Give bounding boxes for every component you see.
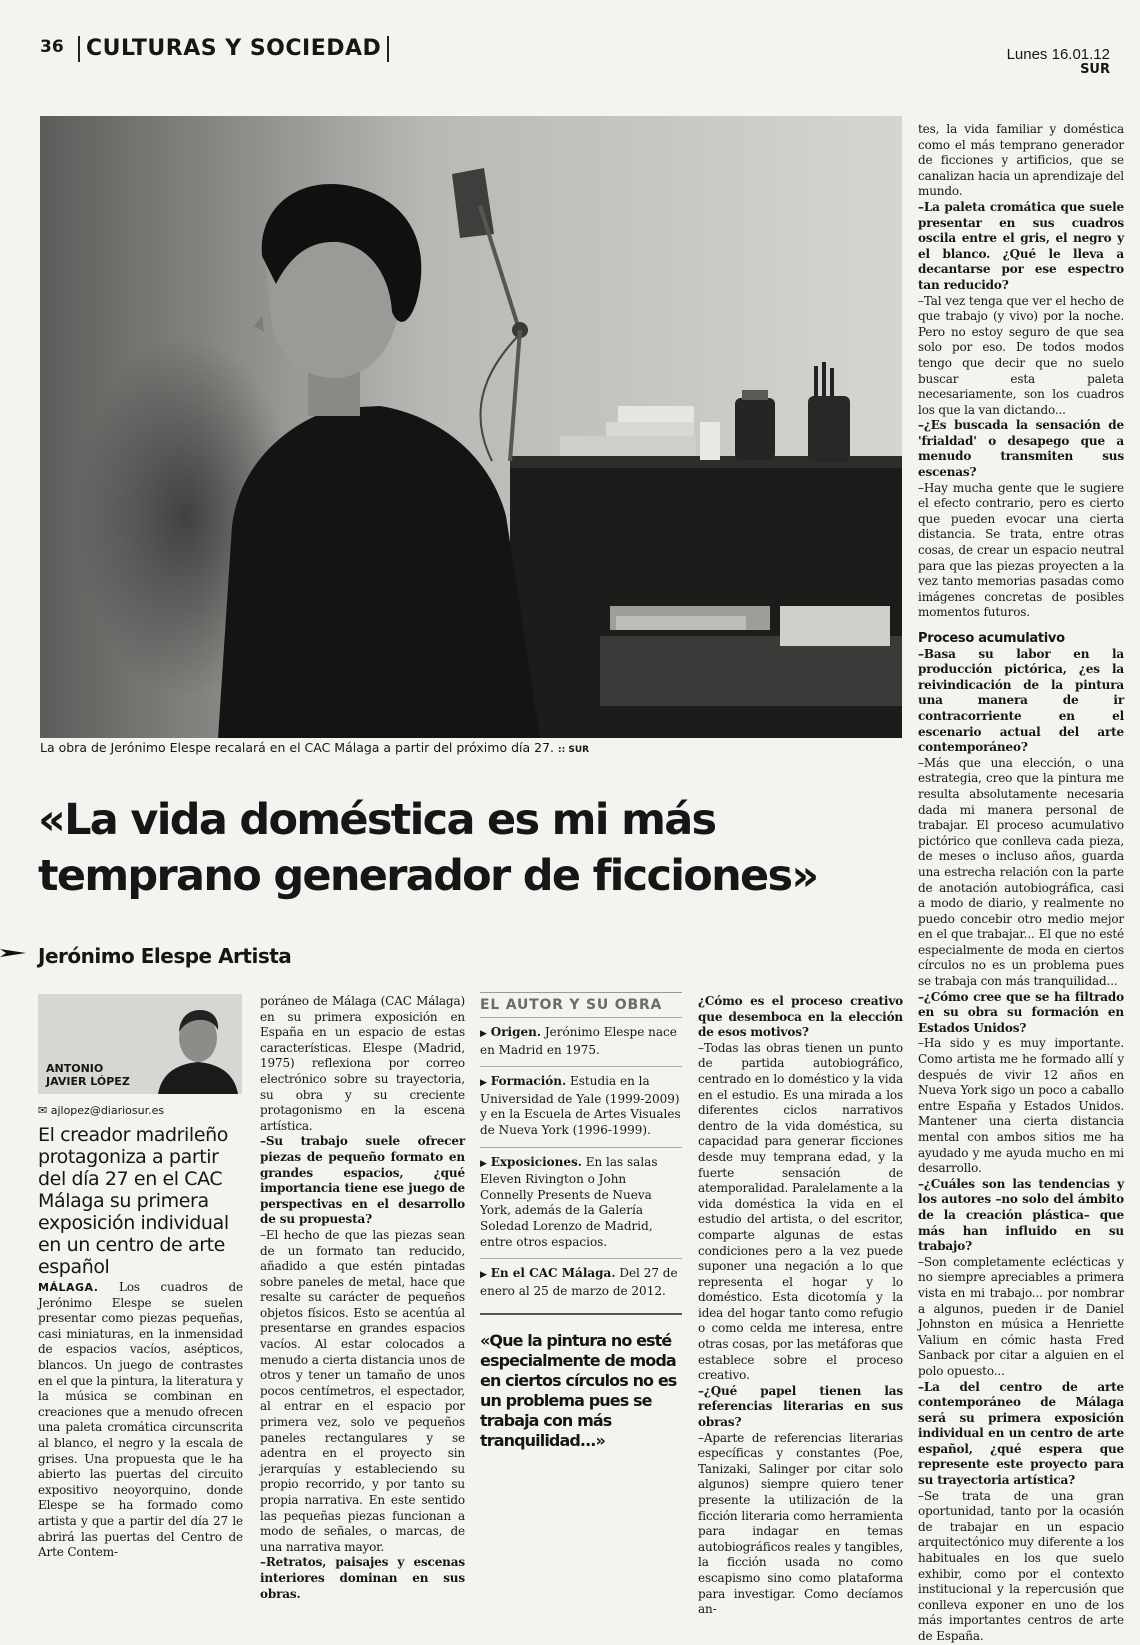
fact-item [480, 1017, 682, 1066]
lead-text: Los cuadros de Jerónimo Elespe se suelen presentar como piezas pequeñas, casi miniaturas, en la inmensidad de espacios vacíos, asépticos, blancos. Un juego de contrastes en el que la pintura, la literatura y la música se combinan en creaciones que a menudo ofrecen una paleta cromática circunscrita al blanco, el negro y la escala de grises. Una propuesta que le ha abierto las puertas del circuito expositivo neoyorquino, donde Elespe se ha formado como artista y que a partir del día 27 le abrirá las puertas del Centro de Arte Contem- [38, 1280, 243, 1560]
answer: –Ha sido y es muy importante. Como artista me he formado allí y después de vivir 12 años en Nueva York sigo un poco a caballo entre España y Estados Unidos. Mantener una cierta distancia mental con ambos sitios me ha ayudado y me ayuda mucho en mi desarrollo. [918, 1036, 1124, 1176]
question: –La paleta cromática que suele presentar en sus cuadros oscila entre el gris, el negro y el blanco. ¿Qué le lleva a decantarse por ese espectro tan reducido? [918, 199, 1124, 292]
fact-box-title: EL AUTOR Y SU OBRA [480, 992, 682, 1017]
arrow-icon: ▶ [480, 1029, 487, 1039]
arrow-icon: ▶ [480, 1078, 487, 1089]
fact-item [480, 1147, 682, 1259]
interviewee-name: Jerónimo Elespe Artista [38, 944, 292, 968]
fact-text: En las salas Eleven Rivington o John Connelly Presents de Nueva York, además de la Galería Soledad Lorenzo de Madrid, entre otros espacios. [480, 1154, 658, 1249]
body-column-1 [38, 1280, 243, 1561]
dateline: MÁLAGA. [38, 1281, 99, 1294]
fact-text: Jerónimo Elespe nace en Madrid en 1975. [480, 1025, 677, 1057]
headline-line-1: «La vida doméstica es mi más [38, 795, 716, 845]
question: –¿Cuáles son las tendencias y los autores –no solo del ámbito de la creación plástica– que más han influido en su trabajo? [918, 1176, 1124, 1254]
answer: tes, la vida familiar y doméstica como el más temprano generador de ficciones y artificios, que se canalizan hacia un aprendizaje del mundo. [918, 122, 1124, 199]
article-dek: El creador madrileño protagoniza a partir del día 27 en el CAC Málaga su primera exposición individual en un centro de arte español [38, 1124, 229, 1278]
answer: –El hecho de que las piezas sean de un formato tan reducido, añadido a que estén pintadas sobre paneles de metal, hace que resalte su carácter de pequeños objetos físicos. Esto se acentúa al presentarse en grandes espacios vacíos. Al estar colocados a menudo a cierta distancia unos de otros y tener un tamaño de unos pocos centímetros, el espectador, al entrar en el espacio por primera vez, solo ve pequeños paneles rectangulares y se adentra en el proyecto sin jerarquías y estableciendo su propio recorrido, y por tanto su propia narrativa. En este sentido las pequeñas piezas funcionan a modo de señales, o marcas, de una narrativa mayor. [260, 1227, 465, 1554]
author-email[interactable]: ✉ ajlopez@diariosur.es [38, 1104, 165, 1117]
body-column-2 [260, 994, 465, 1602]
arrow-icon: ▶ [480, 1158, 487, 1169]
body-column-4 [698, 994, 903, 1618]
masthead-logo: SUR [1080, 62, 1110, 77]
author-last-name: JAVIER LÓPEZ [46, 1075, 130, 1088]
section-title: CULTURAS Y SOCIEDAD [78, 36, 389, 62]
author-name [46, 1062, 130, 1088]
pull-quote: «Que la pintura no esté especialmente de moda en ciertos círculos no es un problema pues se trabaja con más tranquilidad...» [480, 1313, 682, 1451]
photo-caption [40, 740, 902, 755]
answer: –Todas las obras tienen un punto de partida autobiográfico, centrado en lo doméstico y la vida en el estudio. Es una mirada a los diferentes ciclos narrativos dentro de la vida doméstica, su capacidad para generar ficciones desde muy temprana edad, y la fuerte sensación de atemporalidad. Paralelamente a la vida doméstica la vida en el estudio del artista, o del escritor, comparte algunas de estas condiciones pero a la vez puede suponer una negación a lo que representa el hogar y lo doméstico. Esta dicotomía y la idea del hogar tanto como refugio o como celda me interesa, entre otras cosas, por las metáforas que establece sobre el proceso creativo. [698, 1040, 903, 1383]
body-column-5 [918, 122, 1124, 1645]
question: –¿Qué papel tienen las referencias literarias en sus obras? [698, 1383, 903, 1430]
article-photo [40, 116, 902, 738]
caption-text: La obra de Jerónimo Elespe recalará en el CAC Málaga a partir del próximo día 27. [40, 740, 555, 755]
question: –La del centro de arte contemporáneo de Málaga será su primera exposición individual en un centro de arte español, ¿qué espera que represente este proyecto para su trayectoria artística? [918, 1379, 1124, 1488]
answer: –Aparte de referencias literarias específicas y constantes (Poe, Tanizaki, Salinger por citar solo algunos) siempre quiero tener presente la utilización de la ficción literaria como herramienta para indagar en temas autobiográficos reales y tangibles, la ficción usada no como escapismo sino como plataforma para investigar. Como decíamos an- [698, 1430, 903, 1617]
fact-label: Exposiciones. [490, 1154, 582, 1169]
headline [38, 792, 908, 904]
question: –Retratos, paisajes y escenas interiores dominan en sus obras. [260, 1555, 465, 1601]
paragraph: poráneo de Málaga (CAC Málaga) en su primera exposición en España en un espacio de estas características. Elespe (Madrid, 1975) reflexiona por correo electrónico sobre su trayectoria, su obra y su creciente protagonismo en la escena artística. [260, 994, 465, 1133]
fact-item [480, 1066, 682, 1146]
fact-item [480, 1258, 682, 1307]
author-first-name: ANTONIO [46, 1062, 104, 1075]
question: –¿Es buscada la sensación de 'frialdad' o desapego que a menudo transmiten sus escenas? [918, 418, 1124, 480]
issue-date: Lunes 16.01.12 [1006, 46, 1110, 63]
fact-box [480, 992, 682, 1451]
subheading: Proceso acumulativo [918, 631, 1065, 646]
arrow-icon: ▶ [480, 1270, 487, 1281]
author-box [38, 994, 242, 1094]
answer: –Hay mucha gente que le sugiere el efecto contrario, pero es cierto que pueden evocar una cierta distancia. Se trata, entre otras cosas, de crear un espacio neutral para que las piezas proyecten a la vez tanto memorias pasadas como imágenes concretas de posibles momentos futuros. [918, 480, 1124, 620]
fact-label: En el CAC Málaga. [490, 1266, 616, 1281]
lead-paragraph [38, 1280, 243, 1561]
fact-label: Origen. [490, 1025, 542, 1039]
question: –Su trabajo suele ofrecer piezas de pequeño formato en grandes espacios, ¿qué importancia tiene ese juego de perspectivas en el desarrollo de su propuesta? [260, 1134, 465, 1227]
answer: –Se trata de una gran oportunidad, tanto por la ocasión de trabajar en un espacio arquitectónico muy diferente a los habituales en los que suelo exhibir, como por el contexto institucional y la repercusión que conlleva exponer en uno de los más importantes centros de arte de España. [918, 1488, 1124, 1643]
fact-label: Formación. [490, 1074, 567, 1089]
answer: –Son completamente eclécticas y no siempre apreciables a primera vista en mi trabajo... por nombrar a algunos, pueden ir de Daniel Johnston en música a Henriette Valium en cómic hasta Fred Sanback por citar a alguien en el polo opuesto... [918, 1254, 1124, 1378]
headline-line-2: temprano generador de ficciones» [38, 851, 818, 901]
question: –¿Cómo cree que se ha filtrado en su obra su formación en Estados Unidos? [918, 989, 1124, 1035]
question: –Basa su labor en la producción pictórica, ¿es la reivindicación de la pintura una manera de ir contracorriente en el escenario actual del arte contemporáneo? [918, 646, 1124, 755]
photo-credit: :: SUR [558, 745, 590, 755]
question: ¿Cómo es el proceso creativo que desemboca en la elección de esos motivos? [698, 994, 903, 1040]
fact-text: Del 27 de enero al 25 de marzo de 2012. [480, 1266, 678, 1298]
answer: –Más que una elección, o una estrategia, creo que la pintura me resulta absolutamente necesaria dada mi manera personal de trabajar. El proceso acumulativo pictórico que conlleva cada pieza, de meses o incluso años, guarda una estrecha relación con la parte de anotación autobiográfica, casi a modo de diario, y realmente no puedo concebir otro medio mejor en el que trabajar... El que no esté especialmente de moda en ciertos círculos no es un problema pues se trabaja con más tranquilidad... [918, 755, 1124, 989]
pointer-arrow-icon [0, 946, 26, 960]
page-number: 36 [40, 37, 64, 57]
answer: –Tal vez tenga que ver el hecho de que trabajo (y vivo) por la noche. Pero no estoy seguro de que sea solo por eso. De todos modos tengo que decir que no suelo buscar esta paleta necesariamente, son los cuadros los que la van dictando... [918, 293, 1124, 417]
fact-text: Estudia en la Universidad de Yale (1999-2009) y en la Escuela de Artes Visuales de Nueva York (1996-1999). [480, 1074, 681, 1137]
photo-illustration [40, 116, 902, 738]
